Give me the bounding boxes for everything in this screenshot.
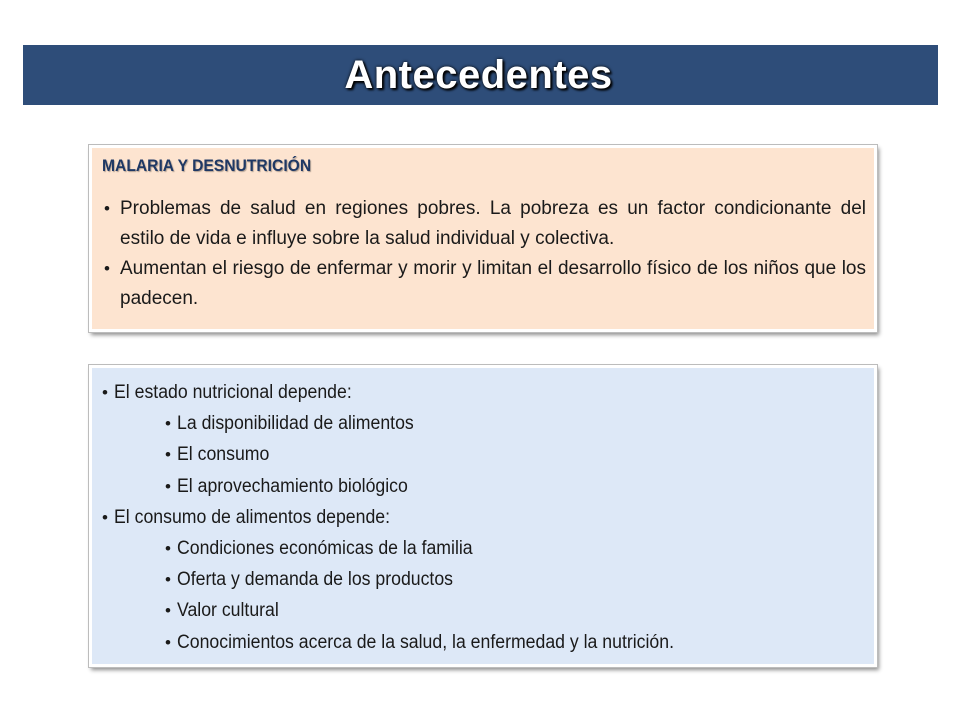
bullet-paragraph [102, 254, 866, 314]
title-bar [23, 45, 938, 105]
malaria-info-box [89, 145, 877, 332]
list-item-text: La disponibilidad de alimentos [177, 413, 414, 435]
list-item [102, 439, 866, 470]
box-heading: MALARIA Y DESNUTRICIÓN [102, 156, 312, 175]
list-item [102, 533, 866, 564]
nutrition-factors-box [89, 365, 877, 667]
list-item-text: El consumo de alimentos depende: [114, 506, 391, 528]
bullet-paragraph [102, 194, 866, 254]
list-item [102, 471, 866, 502]
bullet-icon: • [102, 507, 108, 527]
factors-list [102, 377, 866, 658]
list-item [102, 627, 866, 658]
list-item [102, 502, 866, 533]
bullet-text: Problemas de salud en regiones pobres. La pobreza es un factor condicionante del estilo de vida e influye sobre la salud individual y colectiva. [120, 198, 866, 249]
list-item-text: El estado nutricional depende: [114, 382, 352, 403]
list-item-text: Valor cultural [177, 600, 279, 622]
list-item-text: Oferta y demanda de los productos [177, 569, 454, 591]
list-item-text: Conocimientos acerca de la salud, la enfermedad y la nutrición. [177, 631, 674, 653]
bullet-icon: • [104, 199, 110, 218]
bullet-icon: • [165, 570, 171, 590]
bullet-icon: • [165, 601, 171, 621]
list-item [102, 377, 866, 408]
bullet-icon: • [165, 445, 171, 465]
bullet-icon: • [102, 383, 108, 402]
list-item [102, 408, 866, 439]
bullet-icon: • [165, 476, 171, 496]
list-item-text: Condiciones económicas de la familia [177, 538, 473, 560]
bullet-text: Aumentan el riesgo de enfermar y morir y limitan el desarrollo físico de los niños que los padecen. [120, 258, 866, 309]
list-item-text: El consumo [177, 444, 270, 466]
list-item [102, 564, 866, 595]
list-item [102, 595, 866, 626]
slide-title: Antecedentes [344, 52, 613, 97]
bullet-icon: • [165, 414, 171, 434]
bullet-icon: • [165, 539, 171, 559]
bullet-icon: • [104, 259, 110, 278]
list-item-text: El aprovechamiento biológico [177, 475, 408, 497]
bullet-icon: • [165, 632, 171, 652]
